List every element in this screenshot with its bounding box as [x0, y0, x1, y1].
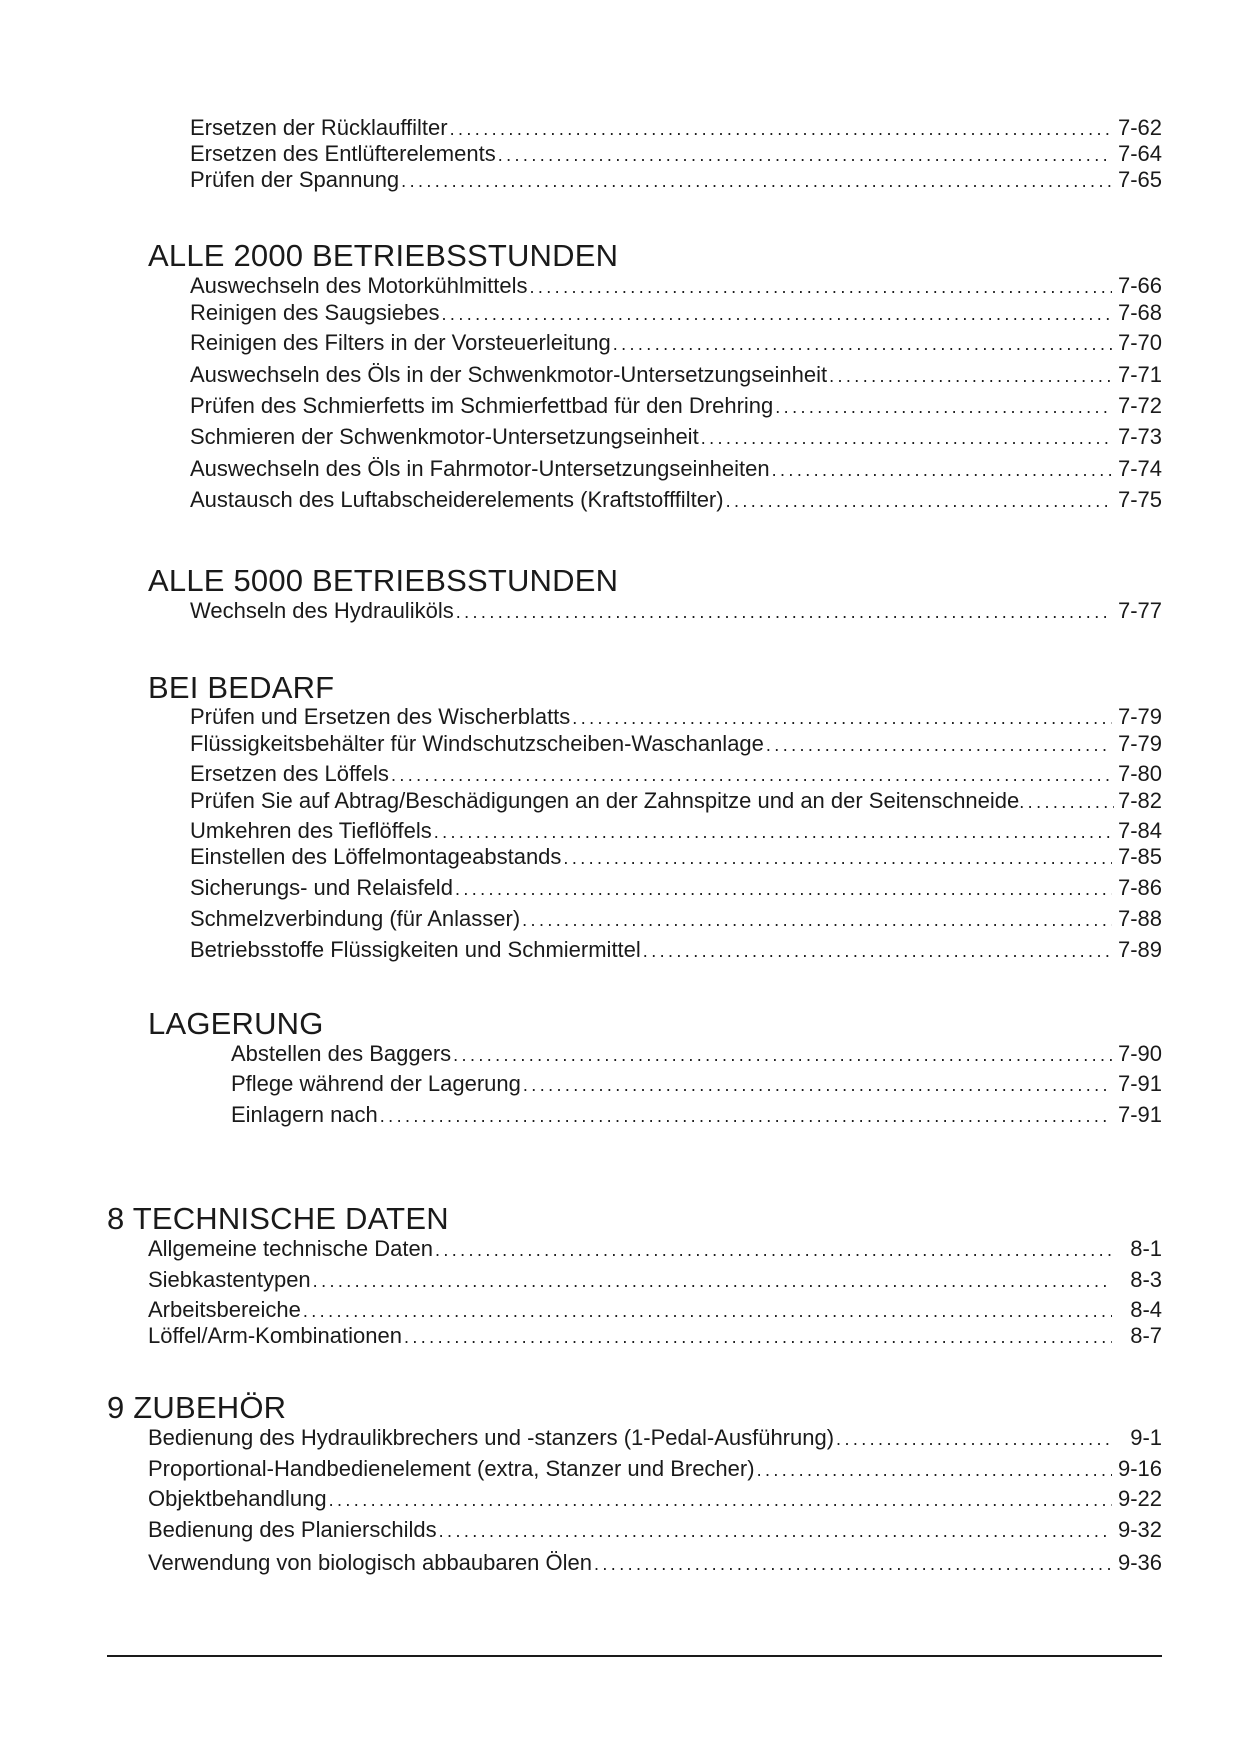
- toc-entry[interactable]: [148, 1516, 1162, 1544]
- toc-entry-page: 7-72: [1117, 393, 1162, 418]
- leader-dots: [594, 1550, 1112, 1578]
- toc-entry-page: 7-84: [1117, 818, 1162, 843]
- toc-entry-page: 8-1: [1130, 1236, 1162, 1261]
- toc-entry[interactable]: [190, 486, 1162, 514]
- toc-entry-title: Objektbehandlung: [148, 1486, 327, 1511]
- toc-entry-page: 7-85: [1117, 844, 1162, 869]
- toc-entry-page: 9-1: [1130, 1425, 1162, 1450]
- toc-entry[interactable]: [190, 817, 1162, 845]
- toc-entry-title: Auswechseln des Öls in Fahrmotor-Untersetzungseinheiten: [190, 456, 770, 481]
- toc-entry-title: Proportional-Handbedienelement (extra, Stanzer und Brecher): [148, 1456, 755, 1481]
- toc-entry[interactable]: [148, 1455, 1162, 1483]
- leader-dots: [613, 330, 1112, 358]
- leader-dots: [313, 1267, 1112, 1295]
- toc-entry-title: Bedienung des Hydraulikbrechers und -stanzers (1-Pedal-Ausführung): [148, 1425, 835, 1450]
- toc-entry-page: 7-65: [1117, 167, 1162, 192]
- footer-rule: [107, 1655, 1162, 1657]
- toc-entry-title: Reinigen des Filters in der Vorsteuerleitung: [190, 330, 611, 355]
- toc-entry-page: 9-32: [1117, 1517, 1162, 1542]
- leader-dots: [572, 704, 1112, 732]
- toc-entry[interactable]: [190, 843, 1162, 871]
- toc-entry[interactable]: [148, 1322, 1162, 1350]
- section-heading-5000: ALLE 5000 BETRIEBSSTUNDEN: [148, 563, 619, 598]
- leader-dots: [303, 1297, 1112, 1325]
- toc-entry[interactable]: [190, 361, 1162, 389]
- leader-dots: [380, 1102, 1112, 1130]
- toc-entry-page: 7-88: [1117, 906, 1162, 931]
- toc-entry[interactable]: [148, 1424, 1162, 1452]
- toc-entry[interactable]: [190, 874, 1162, 902]
- toc-entry[interactable]: [190, 703, 1162, 731]
- toc-entry-page: 7-86: [1117, 875, 1162, 900]
- toc-entry-page: 8-7: [1130, 1323, 1162, 1348]
- toc-entry-page: 9-36: [1117, 1550, 1162, 1575]
- toc-entry[interactable]: [148, 1266, 1162, 1294]
- toc-entry[interactable]: [148, 1296, 1162, 1324]
- toc-entry-title: Auswechseln des Motorkühlmittels: [190, 273, 528, 298]
- leader-dots: [456, 598, 1112, 626]
- leader-dots: [529, 273, 1112, 301]
- leader-dots: [522, 906, 1112, 934]
- toc-entry-title: Ersetzen des Entlüfterelements: [190, 141, 496, 166]
- leader-dots: [498, 141, 1112, 169]
- toc-entry-page: 8-4: [1130, 1297, 1162, 1322]
- leader-dots: [450, 115, 1112, 143]
- toc-entry[interactable]: [190, 392, 1162, 420]
- toc-entry-title: Abstellen des Baggers: [231, 1041, 452, 1066]
- toc-entry[interactable]: [190, 299, 1162, 327]
- chapter-heading-9: 9 ZUBEHÖR: [107, 1390, 287, 1425]
- leader-dots: [775, 393, 1112, 421]
- leader-dots: [434, 818, 1112, 846]
- leader-dots: [726, 487, 1112, 515]
- leader-dots: [523, 1071, 1112, 1099]
- toc-entry-page: 7-90: [1117, 1041, 1162, 1066]
- toc-entry-title: Einlagern nach: [231, 1102, 378, 1127]
- section-heading-2000: ALLE 2000 BETRIEBSSTUNDEN: [148, 238, 619, 273]
- toc-entry-title: Schmelzverbindung (für Anlasser): [190, 906, 521, 931]
- toc-entry-title: Verwendung von biologisch abbaubaren Ölen: [148, 1550, 592, 1575]
- leader-dots: [329, 1486, 1112, 1514]
- toc-entry-title: Austausch des Luftabscheiderelements (Kraftstofffilter): [190, 487, 724, 512]
- toc-entry[interactable]: [231, 1040, 1162, 1068]
- toc-entry-page: 7-64: [1117, 141, 1162, 166]
- toc-entry[interactable]: [190, 166, 1162, 194]
- toc-entry-title: Löffel/Arm-Kombinationen: [148, 1323, 402, 1348]
- toc-entry-title: Einstellen des Löffelmontageabstands: [190, 844, 562, 869]
- toc-entry-page: 7-71: [1117, 362, 1162, 387]
- toc-entry-title: Umkehren des Tieflöffels: [190, 818, 432, 843]
- leader-dots: [435, 1236, 1112, 1264]
- toc-entry[interactable]: [148, 1235, 1162, 1263]
- toc-entry[interactable]: [190, 730, 1162, 758]
- toc-entry-page: 7-77: [1117, 598, 1162, 623]
- toc-entry-page: 7-75: [1117, 487, 1162, 512]
- leader-dots: [643, 937, 1112, 965]
- toc-entry-title: Siebkastentypen: [148, 1267, 311, 1292]
- toc-entry[interactable]: [231, 1070, 1162, 1098]
- toc-entry-title: Schmieren der Schwenkmotor-Untersetzungseinheit: [190, 424, 699, 449]
- leader-dots: [701, 424, 1112, 452]
- leader-dots: [563, 844, 1112, 872]
- toc-entry-title: Ersetzen der Rücklauffilter: [190, 115, 448, 140]
- toc-entry[interactable]: [190, 423, 1162, 451]
- toc-entry[interactable]: [231, 1101, 1162, 1129]
- toc-entry-page: 7-89: [1117, 937, 1162, 962]
- leader-dots: [439, 1517, 1112, 1545]
- toc-entry-page: 7-68: [1117, 300, 1162, 325]
- toc-entry-page: 7-66: [1117, 273, 1162, 298]
- leader-dots: [836, 1425, 1112, 1453]
- toc-entry-title: Pflege während der Lagerung: [231, 1071, 521, 1096]
- toc-entry[interactable]: [190, 329, 1162, 357]
- toc-entry[interactable]: [190, 760, 1162, 788]
- leader-dots: [453, 1041, 1112, 1069]
- toc-entry[interactable]: [148, 1485, 1162, 1513]
- toc-entry-page: 7-73: [1117, 424, 1162, 449]
- leader-dots: [829, 362, 1112, 390]
- toc-entry-page: 9-22: [1117, 1486, 1162, 1511]
- leader-dots: [391, 761, 1112, 789]
- leader-dots: [757, 1456, 1112, 1484]
- section-heading-bedarf: BEI BEDARF: [148, 670, 335, 705]
- toc-entry[interactable]: [148, 1549, 1162, 1577]
- toc-entry-title: Flüssigkeitsbehälter für Windschutzscheiben-Waschanlage: [190, 731, 764, 756]
- toc-entry-page: 7-80: [1117, 761, 1162, 786]
- toc-entry-title: Auswechseln des Öls in der Schwenkmotor-Untersetzungseinheit: [190, 362, 828, 387]
- toc-entry-title: Prüfen und Ersetzen des Wischerblatts: [190, 704, 571, 729]
- toc-entry-page: 7-70: [1117, 330, 1162, 355]
- toc-entry-title: Betriebsstoffe Flüssigkeiten und Schmiermittel: [190, 937, 641, 962]
- leader-dots: [404, 1323, 1112, 1351]
- leader-dots: [766, 731, 1112, 759]
- leader-dots: [442, 300, 1112, 328]
- toc-entry-title: Arbeitsbereiche: [148, 1297, 301, 1322]
- chapter-heading-8: 8 TECHNISCHE DATEN: [107, 1201, 449, 1236]
- toc-entry[interactable]: [190, 272, 1162, 300]
- toc-entry-title: Prüfen der Spannung: [190, 167, 400, 192]
- toc-entry-title: Prüfen des Schmierfetts im Schmierfettbad für den Drehring: [190, 393, 774, 418]
- toc-entry-page: 7-82: [1117, 788, 1162, 813]
- toc-entry-title: Allgemeine technische Daten: [148, 1236, 433, 1261]
- section-heading-lagerung: LAGERUNG: [148, 1006, 324, 1041]
- toc-entry-title: Reinigen des Saugsiebes: [190, 300, 440, 325]
- toc-entry-title: Sicherungs- und Relaisfeld: [190, 875, 453, 900]
- toc-entry[interactable]: [190, 455, 1162, 483]
- leader-dots: [772, 456, 1112, 484]
- toc-entry-page: 7-79: [1117, 704, 1162, 729]
- leader-dots: [455, 875, 1112, 903]
- toc-entry-page: 7-91: [1117, 1071, 1162, 1096]
- toc-entry[interactable]: [190, 114, 1162, 142]
- toc-entry-title: Bedienung des Planierschilds: [148, 1517, 437, 1542]
- toc-entry-page: 9-16: [1117, 1456, 1162, 1481]
- leader-dots: [401, 167, 1112, 195]
- toc-entry-page: 7-91: [1117, 1102, 1162, 1127]
- toc-entry-title: Ersetzen des Löffels: [190, 761, 389, 786]
- toc-entry[interactable]: [190, 787, 1162, 815]
- toc-entry-page: 7-79: [1117, 731, 1162, 756]
- toc-entry-title: Wechseln des Hydrauliköls: [190, 598, 454, 623]
- toc-entry-page: 7-74: [1117, 456, 1162, 481]
- toc-entry[interactable]: [190, 597, 1162, 625]
- toc-entry-page: 7-62: [1117, 115, 1162, 140]
- toc-entry[interactable]: [190, 936, 1162, 964]
- leader-dots: [1019, 788, 1114, 816]
- toc-entry-title: Prüfen Sie auf Abtrag/Beschädigungen an der Zahnspitze und an der Seitenschneide: [190, 788, 1020, 813]
- toc-entry[interactable]: [190, 905, 1162, 933]
- toc-entry-page: 8-3: [1130, 1267, 1162, 1292]
- toc-entry[interactable]: [190, 140, 1162, 168]
